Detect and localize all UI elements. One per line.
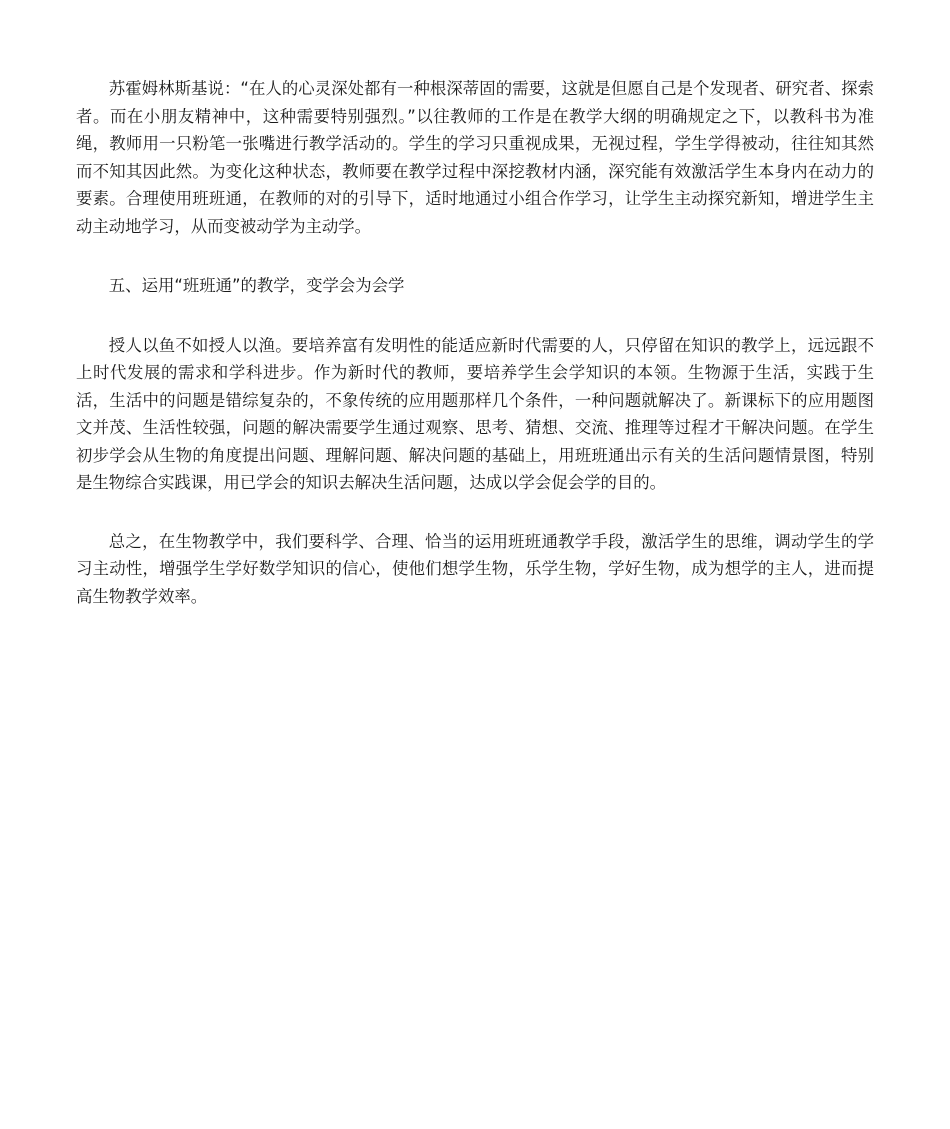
paragraph-suhomlinsky-quote: 苏霍姆林斯基说：“在人的心灵深处都有一种根深蒂固的需要，这就是但愿自己是个发现者、研究者、探索者。而在小朋友精神中，这种需要特别强烈。”以往教师的工作是在教学大纲的明确规定之下，以教科书为准绳，教师用一只粉笔一张嘴进行教学活动的。学生的学习只重视成果，无视过程，学生学得被动，往往知其然而不知其因此然。为变化这种状态，教师要在教学过程中深挖教材内涵，深究能有效激活学生本身内在动力的要素。合理使用班班通，在教师的对的引导下，适时地通过小组合作学习，让学生主动探究新知，增进学生主动主动地学习，从而变被动学为主动学。	[76, 79, 874, 236]
section-heading-five: 五、运用“班班通”的教学，变学会为会学	[108, 276, 405, 295]
paragraph-conclusion: 总之，在生物教学中，我们要科学、合理、恰当的运用班班通教学手段，激活学生的思维，调动学生的学习主动性，增强学生学好数学知识的信心，使他们想学生物，乐学生物，学好生物，成为想学的主人，进而提高生物教学效率。	[76, 531, 874, 606]
paragraph-teach-to-fish: 授人以鱼不如授人以渔。要培养富有发明性的能适应新时代需要的人，只停留在知识的教学上，远远跟不上时代发展的需求和学科进步。作为新时代的教师，要培养学生会学知识的本领。生物源于生活，实践于生活，生活中的问题是错综复杂的，不象传统的应用题那样几个条件，一种问题就解决了。新课标下的应用题图文并茂、生活性较强，问题的解决需要学生通过观察、思考、猜想、交流、推理等过程才干解决问题。在学生初步学会从生物的角度提出问题、理解问题、解决问题的基础上，用班班通出示有关的生活问题情景图，特别是生物综合实践课，用已学会的知识去解决生活问题，达成以学会促会学的目的。	[76, 335, 874, 492]
